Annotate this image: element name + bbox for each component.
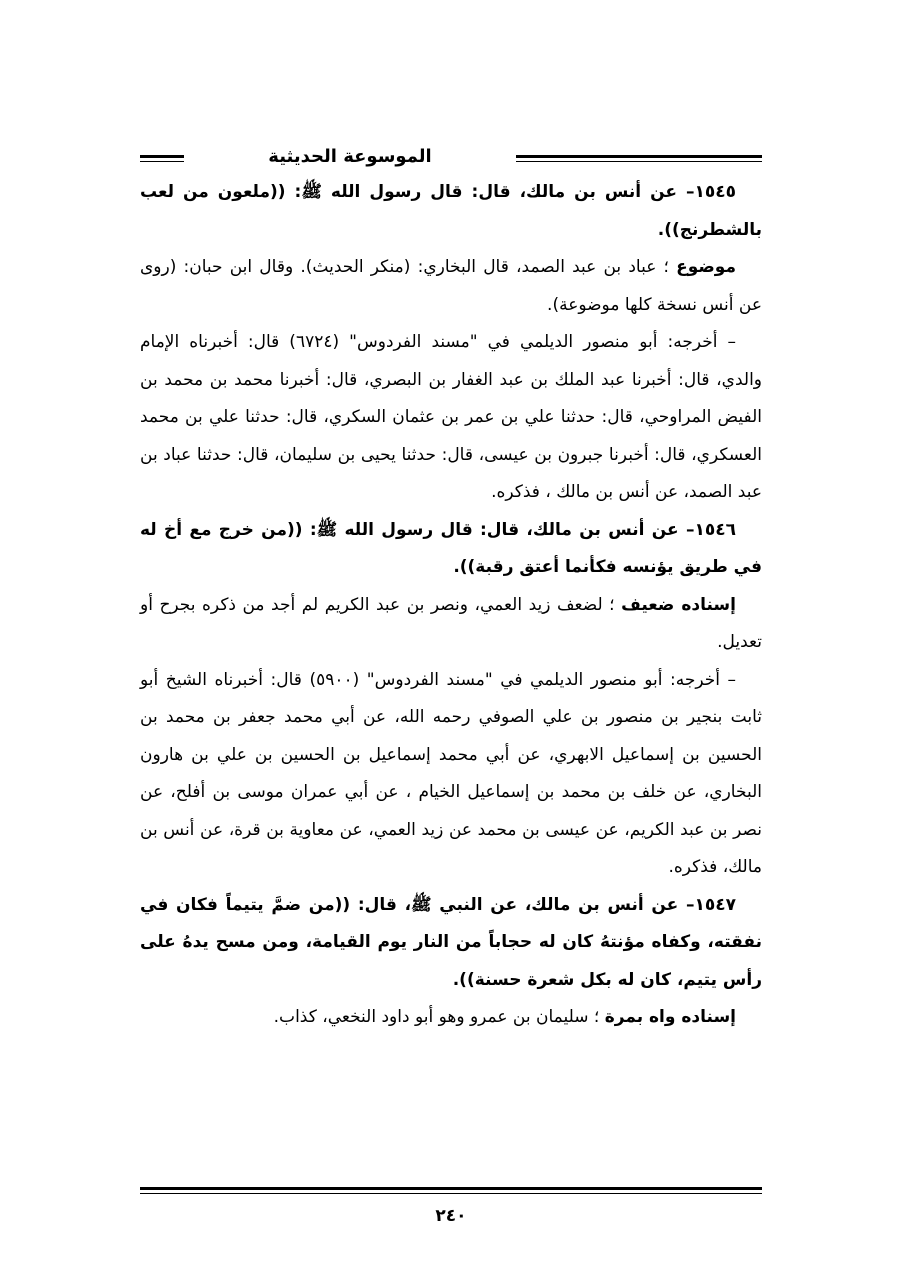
document-page: [140, 0, 762, 1273]
takhrij-paragraph: – أخرجه: أبو منصور الديلمي في "مسند الفردوس" (٥٩٠٠) قال: أخبرناه الشيخ أبو ثابت بنجير بن منصور بن علي الصوفي رحمه الله، عن أبي محمد جعفر بن محمد بن الحسين بن إسماعيل الابهري، عن أبي محمد إسماعيل بن الحسين بن علي بن هارون البخاري، عن خلف بن محمد بن إسماعيل الخيام ، عن أبي عمران موسى بن أفلح، عن نصر بن عبد الكريم، عن عيسى بن محمد عن زيد العمي، عن معاوية بن قرة، عن أنس بن مالك، فذكره.: [140, 669, 762, 877]
grade-text: ؛ سليمان بن عمرو وهو أبو داود النخعي، كذاب.: [273, 1007, 605, 1027]
takhrij-paragraph: – أخرجه: أبو منصور الديلمي في "مسند الفردوس" (٦٧٢٤) قال: أخبرناه الإمام والدي، قال: أخبرنا عبد الملك بن عبد الغفار بن البصري، قال: أخبرنا محمد بن محمد بن الفيض المراوحي، قال: حدثنا علي بن عمر بن عثمان السكري، قال: حدثنا علي بن محمد العسكري، قال: أخبرنا جبرون بن عيسى، قال: حدثنا يحيى بن سليمان، قال: حدثنا عباد بن عبد الصمد، عن أنس بن مالك ، فذكره.: [140, 332, 762, 502]
hadith-text: ١٥٤٥– عن أنس بن مالك، قال: قال رسول الله ﷺ: ((ملعون من لعب بالشطرنج)).: [140, 182, 762, 240]
hadith-text: ١٥٤٧– عن أنس بن مالك، عن النبي ﷺ، قال: ((من ضمَّ يتيماً فكان في نفقته، وكفاه مؤنتهُ كان له حجاباً من النار يوم القيامة، ومن مسح يدهُ على رأس يتيم، كان له بكل شعرة حسنة)).: [140, 894, 762, 990]
running-header: [140, 146, 762, 170]
grade-paragraph: [140, 999, 762, 1037]
page-number: ٢٤٠: [435, 1206, 467, 1226]
grade-label: إسناده ضعيف: [621, 594, 736, 615]
running-title: الموسوعة الحديثية: [268, 146, 432, 167]
grade-paragraph: [140, 249, 762, 324]
page-body: [140, 174, 762, 1037]
grade-paragraph: [140, 587, 762, 662]
header-rule-left: [140, 155, 184, 162]
grade-text: ؛ عباد بن عبد الصمد، قال البخاري: (منكر الحديث). وقال ابن حبان: (روى عن أنس نسخة كلها موضوعة).: [140, 257, 762, 315]
grade-text: ؛ لضعف زيد العمي، ونصر بن عبد الكريم لم أجد من ذكره بجرح أو تعديل.: [140, 594, 762, 652]
grade-label: إسناده واه بمرة: [604, 1007, 736, 1027]
header-rule-right: [516, 155, 762, 162]
hadith-text: ١٥٤٦– عن أنس بن مالك، قال: قال رسول الله ﷺ: ((من خرج مع أخ له في طريق يؤنسه فكأنما أعتق رقبة)).: [140, 519, 762, 577]
footer-rule: [140, 1187, 762, 1194]
grade-label: موضوع: [676, 257, 736, 277]
